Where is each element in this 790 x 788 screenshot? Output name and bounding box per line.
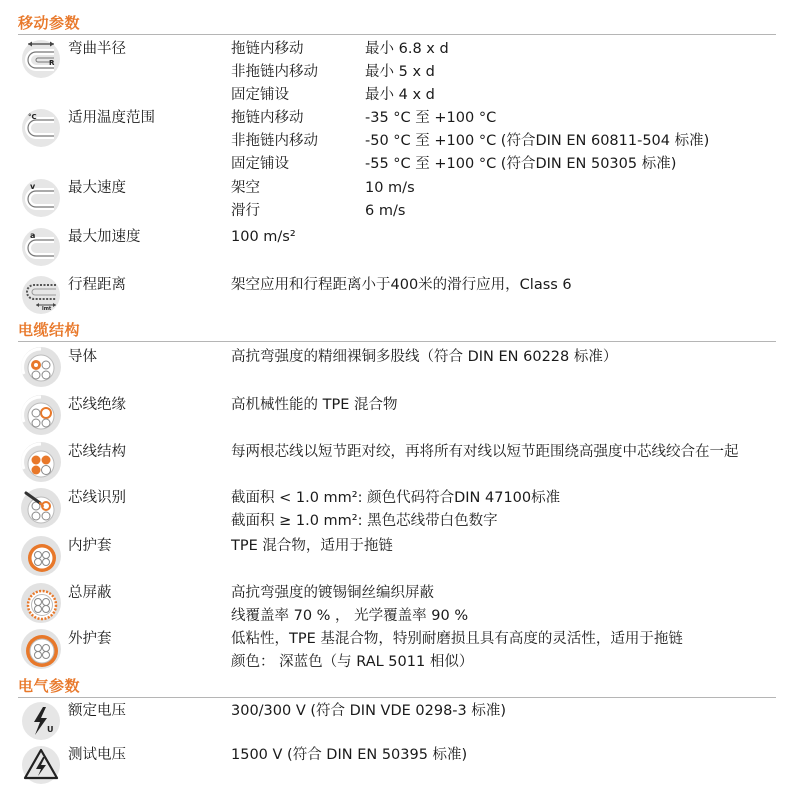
core-structure-icon: [20, 441, 62, 483]
section-rule-cable: [18, 341, 776, 342]
val-inner-jacket: TPE 混合物，适用于拖链: [231, 538, 393, 554]
outer-jacket-icon: [20, 628, 62, 670]
cond-temp-fixed: 固定铺设: [231, 156, 289, 172]
label-core-insulation: 芯线绝缘: [68, 397, 126, 413]
val-core-ident-large: 截面积 ≥ 1.0 mm²: 黑色芯线带白色数字: [231, 513, 498, 529]
section-title-electrical: 电气参数: [18, 677, 81, 695]
label-conductor: 导体: [68, 349, 97, 365]
val-core-insulation: 高机械性能的 TPE 混合物: [231, 397, 398, 413]
val-temp-chain: -35 °C 至 +100 °C: [365, 110, 497, 126]
svg-text:U: U: [47, 725, 54, 734]
label-travel-distance: 行程距离: [68, 277, 126, 293]
cond-speed-overhead: 架空: [231, 180, 260, 196]
temperature-icon: [20, 107, 62, 149]
section-rule-motion: [18, 34, 776, 35]
val-bend-fixed: 最小 4 x d: [365, 87, 435, 103]
svg-text:lmt: lmt: [42, 306, 52, 312]
label-overall-shield: 总屏蔽: [68, 585, 112, 601]
val-shield-braid: 高抗弯强度的镀锡铜丝编织屏蔽: [231, 585, 434, 601]
label-bend-radius: 弯曲半径: [68, 41, 126, 57]
svg-text:°C: °C: [28, 113, 37, 121]
val-core-ident-small: 截面积 < 1.0 mm²: 颜色代码符合DIN 47100标准: [231, 490, 561, 506]
cond-temp-chain: 拖链内移动: [231, 110, 304, 126]
label-temperature: 适用温度范围: [68, 110, 155, 126]
cond-temp-nonchain: 非拖链内移动: [231, 133, 318, 149]
bend-radius-icon: [20, 38, 62, 80]
test-voltage-icon: [20, 744, 62, 786]
val-outer-jacket-material: 低粘性，TPE 基混合物，特别耐磨损且具有高度的灵活性，适用于拖链: [231, 631, 683, 647]
val-shield-coverage: 线覆盖率 70 % ， 光学覆盖率 90 %: [231, 608, 469, 624]
val-rated-voltage: 300/300 V (符合 DIN VDE 0298-3 标准): [231, 703, 507, 719]
section-title-motion: 移动参数: [18, 14, 81, 32]
label-rated-voltage: 额定电压: [68, 703, 126, 719]
label-outer-jacket: 外护套: [68, 631, 112, 647]
label-max-acceleration: 最大加速度: [68, 229, 141, 245]
val-test-voltage: 1500 V (符合 DIN EN 50395 标准): [231, 747, 468, 763]
acceleration-icon: [20, 226, 62, 268]
val-core-structure: 每两根芯线以短节距对绞，再将所有对线以短节距围绕高强度中芯线绞合在一起: [231, 444, 739, 460]
label-max-speed: 最大速度: [68, 180, 126, 196]
inner-jacket-icon: [20, 535, 62, 577]
cond-bend-chain: 拖链内移动: [231, 41, 304, 57]
val-acceleration: 100 m/s²: [231, 229, 296, 245]
section-rule-electrical: [18, 697, 776, 698]
cond-bend-fixed: 固定铺设: [231, 87, 289, 103]
speed-icon: [20, 177, 62, 219]
cond-speed-gliding: 滑行: [231, 203, 260, 219]
svg-text:v: v: [30, 182, 36, 191]
label-core-identification: 芯线识别: [68, 490, 126, 506]
val-outer-jacket-color: 颜色： 深蓝色（与 RAL 5011 相似）: [231, 654, 474, 670]
section-title-cable: 电缆结构: [18, 321, 81, 339]
val-speed-overhead: 10 m/s: [365, 180, 415, 196]
val-travel-distance: 架空应用和行程距离小于400米的滑行应用，Class 6: [231, 277, 572, 293]
label-test-voltage: 测试电压: [68, 747, 126, 763]
svg-text:R: R: [49, 59, 55, 67]
val-speed-gliding: 6 m/s: [365, 203, 406, 219]
core-identification-icon: [20, 487, 62, 529]
val-bend-chain: 最小 6.8 x d: [365, 41, 449, 57]
core-insulation-icon: [20, 394, 62, 436]
rated-voltage-icon: [20, 700, 62, 742]
conductor-icon: [20, 346, 62, 388]
label-inner-jacket: 内护套: [68, 538, 112, 554]
travel-distance-icon: [20, 274, 62, 316]
overall-shield-icon: [20, 582, 62, 624]
cond-bend-nonchain: 非拖链内移动: [231, 64, 318, 80]
svg-text:a: a: [30, 231, 36, 240]
val-conductor: 高抗弯强度的精细裸铜多股线（符合 DIN EN 60228 标准）: [231, 349, 618, 365]
val-temp-fixed: -55 °C 至 +100 °C (符合DIN EN 50305 标准): [365, 156, 677, 172]
label-core-structure: 芯线结构: [68, 444, 126, 460]
val-bend-nonchain: 最小 5 x d: [365, 64, 435, 80]
val-temp-nonchain: -50 °C 至 +100 °C (符合DIN EN 60811-504 标准): [365, 133, 710, 149]
